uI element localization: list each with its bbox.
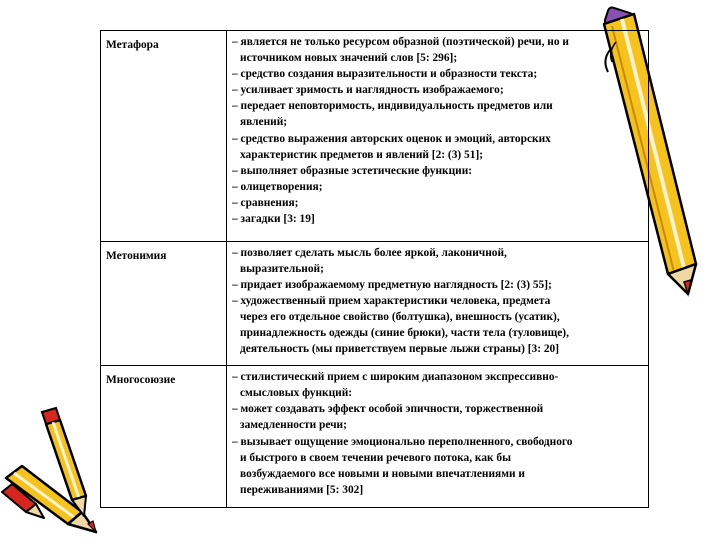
description-line: – усиливает зримость и наглядность изображаемого;	[232, 84, 504, 97]
description-line: принадлежность одежды (синие брюки), части тела (туловище),	[240, 327, 569, 340]
table-row-polysyndeton	[101, 366, 649, 508]
description-cell	[227, 241, 649, 366]
description-cell	[227, 366, 649, 508]
table-row-metonymy	[101, 241, 649, 366]
description-line: – придает изображаемому предметную наглядность [2: (3) 55];	[232, 278, 552, 291]
description-line: источником новых значений слов [5: 296];	[240, 52, 458, 65]
description-line: – художественный прием характеристики человека, предмета	[232, 294, 551, 307]
description-line: – выполняет образные эстетические функции:	[232, 164, 473, 177]
description-line: явлений;	[240, 116, 288, 129]
table-row-metaphor	[101, 31, 649, 242]
description-line: – вызывает ощущение эмоционально переполненного, свободного	[232, 435, 573, 448]
description-line: через его отдельное свойство (болтушка), внешность (усатик),	[240, 310, 560, 323]
description-line: – средство создания выразительности и образности текста;	[232, 68, 538, 81]
description-line: – сравнения;	[232, 196, 299, 209]
term-cell: Метафора	[101, 31, 227, 242]
description-line: – средство выражения авторских оценок и эмоций, авторских	[232, 132, 551, 145]
description-line: возбуждаемого все новыми и новыми впечатлениями и	[240, 467, 525, 480]
description-line: деятельность (мы приветствуем первые лыжи страны) [3: 20]	[240, 343, 560, 356]
term-cell: Метонимия	[101, 241, 227, 366]
description-line: переживаниями [5: 302]	[240, 483, 364, 496]
description-line: – стилистический прием с широким диапазоном экспрессивно-	[232, 371, 559, 384]
description-line: характеристик предметов и явлений [2: (3) 51];	[240, 148, 484, 161]
description-line: – позволяет сделать мысль более яркой, лаконичной,	[232, 246, 507, 259]
description-line: – может создавать эффект особой эпичности, торжественной	[232, 403, 544, 416]
description-line: – олицетворения;	[232, 180, 323, 193]
description-line: – передает неповторимость, индивидуальность предметов или	[232, 100, 553, 113]
term-cell: Многосоюзие	[101, 366, 227, 508]
description-line: – является не только ресурсом образной (поэтической) речи, но и	[232, 36, 569, 48]
description-cell	[227, 31, 649, 242]
description-line: – загадки [3: 19]	[232, 213, 315, 226]
description-line: выразительной;	[240, 262, 324, 275]
description-line: и быстрого в своем течении речевого потока, как бы	[240, 451, 512, 464]
comparison-table	[100, 30, 649, 508]
description-line: замедленности речи;	[240, 419, 347, 432]
description-line: смысловых функций:	[240, 387, 353, 400]
pencil-bottom-left-icon	[0, 400, 108, 536]
